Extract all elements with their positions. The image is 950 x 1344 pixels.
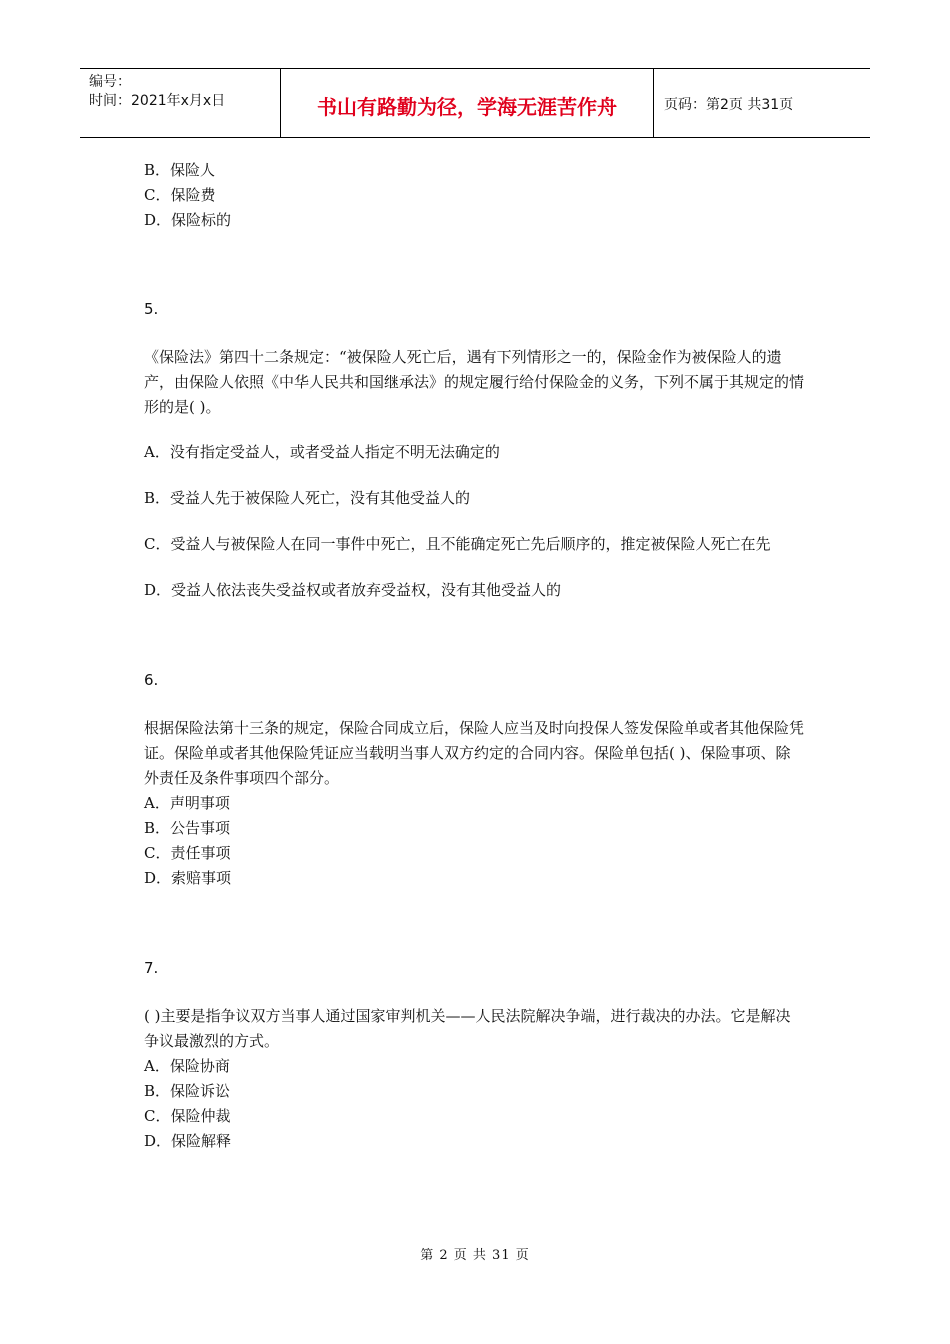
question-7 [144,956,804,1154]
page-footer: 第 2 页 共 31 页 [420,1248,530,1263]
question-number: 7. [144,959,159,977]
page-header [80,68,870,138]
option-b: B．保险人 [144,161,216,179]
option-d: D．保险解释 [144,1132,232,1150]
option-c: C．保险仲裁 [144,1107,231,1125]
option-d: D．受益人依法丧失受益权或者放弃受益权，没有其他受益人的 [144,581,562,599]
option-c: C．责任事项 [144,844,231,862]
header-meta [80,69,281,137]
header-time-label: 时间：2021年x月x日 [89,93,226,109]
question-stem: 根据保险法第十三条的规定，保险合同成立后，保险人应当及时向投保人签发保险单或者其他保险凭证。保险单或者其他保险凭证应当载明当事人双方约定的合同内容。保险单包括( )、保险事项、除外责任及条件事项四个部分。 [144,719,805,787]
header-number-label: 编号： [89,74,131,90]
question-number: 5. [144,300,159,318]
option-b: B．保险诉讼 [144,1082,231,1100]
option-c: C．保险费 [144,186,216,204]
question-stem: 《保险法》第四十二条规定：“被保险人死亡后，遇有下列情形之一的，保险金作为被保险人的遗产，由保险人依照《中华人民共和国继承法》的规定履行给付保险金的义务，下列不属于其规定的情形的是( )。 [144,348,805,416]
question-number: 6. [144,671,159,689]
option-b: B．公告事项 [144,819,231,837]
document-body [144,158,804,1154]
header-motto: 书山有路勤为径，学海无涯苦作舟 [281,69,654,137]
option-a: A．保险协商 [144,1057,230,1075]
question-6 [144,668,804,891]
option-a: A．没有指定受益人，或者受益人指定不明无法确定的 [144,443,500,461]
option-d: D．索赔事项 [144,869,232,887]
option-c: C．受益人与被保险人在同一事件中死亡，且不能确定死亡先后顺序的，推定被保险人死亡在先 [144,535,771,553]
option-a: A．声明事项 [144,794,230,812]
question-4-tail [144,158,804,233]
question-5 [144,297,804,603]
option-d: D．保险标的 [144,211,232,229]
option-b: B．受益人先于被保险人死亡，没有其他受益人的 [144,489,471,507]
question-stem: ( )主要是指争议双方当事人通过国家审判机关——人民法院解决争端，进行裁决的办法。它是解决争议最激烈的方式。 [144,1007,791,1050]
header-page-info: 页码：第2页 共31页 [664,97,794,113]
